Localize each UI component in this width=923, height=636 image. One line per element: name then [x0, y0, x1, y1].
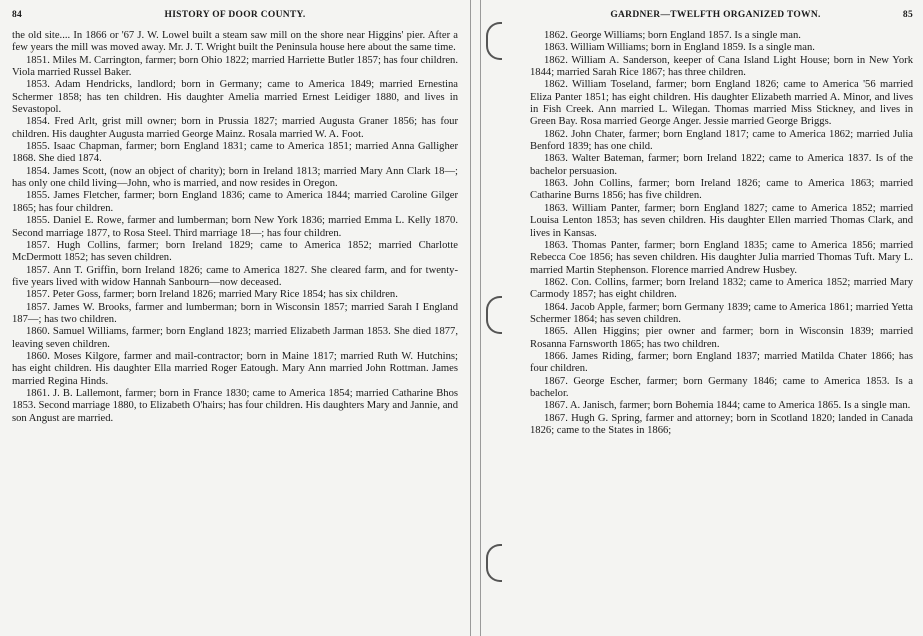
right-running-title: GARDNER—TWELFTH ORGANIZED TOWN. — [610, 10, 821, 20]
right-paragraph: 1863. John Collins, farmer; born Ireland 1826; came to America 1863; married Catharine Burns 1856; has five children. — [530, 178, 913, 202]
right-page — [470, 0, 923, 636]
right-paragraph: 1862. John Chater, farmer; born England 1817; came to America 1862; married Julia Benford 1839; has one child. — [530, 128, 913, 153]
binder-hole-icon — [486, 544, 502, 582]
right-paragraph: 1863. Thomas Panter, farmer; born England 1835; came to America 1856; married Rebecca Coe 1856; has seven children. His daughter Julia married Thomas Tuft. Mary L. married Martin Stephenson. Florence married Andrew Husbey. — [530, 239, 913, 276]
left-paragraph: 1857. Peter Goss, farmer; born Ireland 1826; married Mary Rice 1854; has six children. — [26, 289, 398, 301]
right-paragraph: 1865. Allen Higgins; pier owner and farmer; born in Wisconsin 1839; married Rosanna Farnsworth 1865; has two children. — [530, 326, 913, 350]
right-paragraph: 1864. Jacob Apple, farmer; born Germany 1839; came to America 1861; married Yetta Schermer 1864; has seven children. — [530, 301, 913, 325]
right-paragraph: 1863. William Williams; born in England 1859. Is a single man. — [544, 42, 815, 54]
left-paragraph: 1853. Adam Hendricks, landlord; born in Germany; came to America 1849; married Ernestina Schermer 1858; has ten children. His daughter Amelia married Ernest Leidiger 1880, and lives in Sevastopol. — [12, 79, 458, 116]
left-paragraph: 1855. James Fletcher, farmer; born England 1836; came to America 1844; married Caroline Gilger 1865; has four children. — [12, 190, 458, 214]
right-paragraph: 1862. George Williams; born England 1857. Is a single man. — [544, 30, 801, 41]
right-paragraph: 1867. George Escher, farmer; born Germany 1846; came to America 1853. Is a bachelor. — [530, 375, 913, 399]
left-paragraph: the old site.... In 1866 or '67 J. W. Lowel built a steam saw mill on the shore near Higgins' pier. After a few years the mill was moved away. Mr. J. T. Wright built the Peninsula house here about the same time. — [12, 30, 458, 54]
left-paragraph: 1855. Daniel E. Rowe, farmer and lumberman; born New York 1836; married Emma L. Kelly 1870. Second marriage 1877, to Rosa Steel. Third marriage 18—; has four children. — [12, 215, 458, 239]
left-paragraph: 1860. Samuel Williams, farmer; born England 1823; married Elizabeth Jarman 1853. She died 1877, leaving seven children. — [12, 326, 458, 350]
right-paragraph: 1866. James Riding, farmer; born England 1837; married Matilda Chater 1866; has four children. — [530, 350, 913, 375]
right-paragraph: 1863. Walter Bateman, farmer; born Ireland 1822; came to America 1837. Is of the bachelor persuasion. — [530, 153, 913, 177]
right-paragraph: 1863. William Panter, farmer; born England 1827; came to America 1852; married Louisa Lenton 1853; has seven children. His daughter Ellen married Thomas Clark, and lives in Kansas. — [530, 202, 913, 239]
binder-hole-icon — [486, 22, 502, 60]
left-paragraph: 1854. Fred Arlt, grist mill owner; born in Prussia 1827; married Augusta Graner 1856; has four children. His daughter Augusta married George Mainz. Rosala married W. A. Foot. — [12, 116, 458, 140]
right-page-number: 85 — [902, 10, 913, 20]
right-page-text — [530, 30, 913, 437]
left-paragraph: 1857. Hugh Collins, farmer; born Ireland 1829; came to America 1852; married Charlotte McDermott 1852; has seven children. — [12, 239, 458, 264]
left-paragraph: 1861. J. B. Lallemont, farmer; born in France 1830; came to America 1854; married Catharine Bhos 1853. Second marriage 1880, to Elizabeth O'hairs; has four children. His daughters Mary and Jannie, and son Angust are married. — [12, 387, 458, 424]
left-paragraph: 1860. Moses Kilgore, farmer and mail-contractor; born in Maine 1817; married Ruth W. Hutchins; has eight children. His daughter Ella married Roger Eatough. Mary Ann married John Rottman. James married Regina Hinds. — [12, 350, 458, 387]
left-paragraph: 1857. Ann T. Griffin, born Ireland 1826; came to America 1827. She cleared farm, and for twenty-five years lived with widow Hannah Sanbourn—now deceased. — [12, 264, 458, 288]
binder-hole-icon — [486, 296, 502, 334]
left-page-text — [12, 30, 458, 425]
right-paragraph: 1867. Hugh G. Spring, farmer and attorney; born in Scotland 1820; landed in Canada 1826; came to the States in 1866; — [530, 412, 913, 436]
left-paragraph: 1855. Isaac Chapman, farmer; born England 1831; came to America 1851; married Anna Galligher 1868. She died 1874. — [12, 141, 458, 165]
right-paragraph: 1862. Con. Collins, farmer; born Ireland 1832; came to America 1852; married Mary Carmody 1857; has eight children. — [530, 276, 913, 301]
right-paragraph: 1862. William Toseland, farmer; born England 1826; came to America '56 married Eliza Panter 1851; has eight children. His daughter Elizabeth married A. Minor, and lives in Fish Creek. Ann married L. Wilegan. Thomas married Miss Stickney, and lives in Green Bay. Rosa married George Anger. Jessie married George Briggs. — [530, 79, 913, 128]
left-paragraph: 1857. James W. Brooks, farmer and lumberman; born in Wisconsin 1857; married Sarah I England 187—; has two children. — [12, 301, 458, 325]
left-running-title: HISTORY OF DOOR COUNTY. — [164, 10, 306, 20]
right-paragraph: 1867. A. Janisch, farmer; born Bohemia 1844; came to America 1865. Is a single man. — [544, 400, 911, 412]
left-paragraph: 1854. James Scott, (now an object of charity); born in Ireland 1813; married Mary Ann Clark 18—; has only one child living—John, who is married, and now resides in Oregon. — [12, 165, 458, 190]
left-page-number: 84 — [12, 10, 23, 20]
left-paragraph: 1851. Miles M. Carrington, farmer; born Ohio 1822; married Harriette Butler 1857; has four children. Viola married Russel Baker. — [12, 54, 458, 79]
right-paragraph: 1862. William A. Sanderson, keeper of Cana Island Light House; born in New York 1844; married Sarah Rice 1867; has three children. — [530, 54, 913, 79]
